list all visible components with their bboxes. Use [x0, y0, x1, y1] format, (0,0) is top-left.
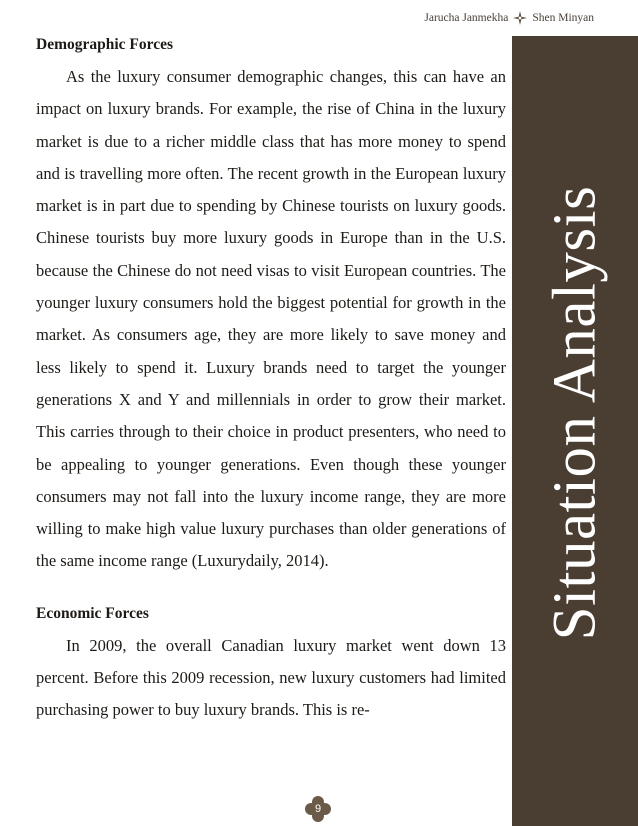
paragraph-economic: In 2009, the overall Canadian luxury market went down 13 percent. Before this 2009 recession, new luxury customers had limited purchasing power to buy luxury brands. This is re- [36, 635, 506, 720]
running-header [424, 11, 594, 25]
page-number-badge [303, 794, 333, 824]
section-heading-demographic: Demographic Forces [36, 36, 174, 53]
star-ornament-icon [513, 11, 527, 25]
author-name-2: Shen Minyan [532, 12, 594, 24]
author-name-1: Jarucha Janmekha [424, 12, 509, 24]
sidebar-title: Situation Analysis [541, 185, 609, 641]
main-content [36, 34, 506, 727]
paragraph-demographic: As the luxury consumer demographic changes, this can have an impact on luxury brands. For example, the rise of China in the luxury market is due to a richer middle class that has more money to spend and is travelling more often. The recent growth in the European luxury market is in part due to spending by Chinese tourists on luxury goods. Chinese tourists buy more luxury goods in Europe than in the U.S. because the Chinese do not need visas to visit European countries. The younger luxury consumers hold the biggest potential for growth in the market. As consumers age, they are more likely to save money and less likely to spend it. Luxury brands need to target the younger generations X and Y and millennials in order to grow their market. This carries through to their choice in product presenters, who need to be appealing to younger generations. Even though these younger consumers may not fall into the luxury income range, they are more willing to make high value luxury purchases than older generations of the same income range (Luxurydaily, 2014). [36, 67, 506, 571]
section-heading-economic: Economic Forces [36, 604, 149, 622]
page-number: 9 [314, 803, 322, 815]
